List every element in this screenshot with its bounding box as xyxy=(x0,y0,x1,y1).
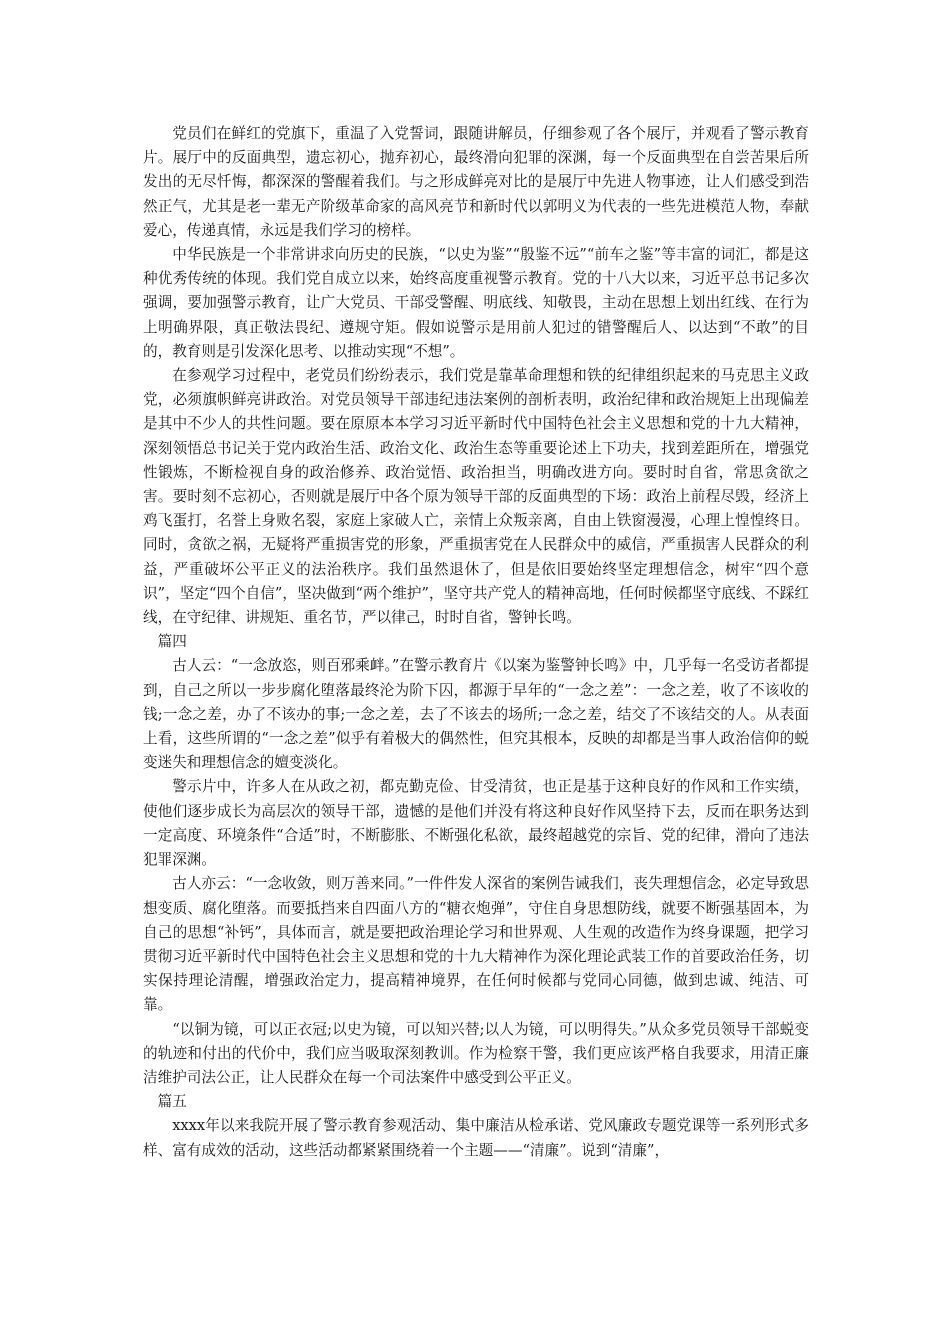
paragraph-warning-film: 警示片中，许多人在从政之初，都克勤克俭、甘受清贫，也正是基于这种良好的作风和工作实绩，使他们逐步成长为高层次的领导干部，遗憾的是他们并没有将这种良好作风坚持下去，反而在职务达到一定高度、环境条件“合适”时，不断膨胀、不断强化私欲，最终超越党的宗旨、党的纪律，滑向了违法犯罪深渊。 xyxy=(143,778,809,869)
paragraph-clean-governance: xxxx年以来我院开展了警示教育参观活动、集中廉洁从检承诺、党风廉政专题党课等一系列形式多样、富有成效的活动，这些活动都紧紧围绕着一个主题——“清廉”。说到“清廉”， xyxy=(143,1117,809,1159)
section-heading-part-four: 篇四 xyxy=(157,633,187,651)
document-body xyxy=(143,122,809,1163)
paragraph-veteran-members: 在参观学习过程中，老党员们纷纷表示，我们党是靠革命理想和铁的纪律组织起来的马克思主义政党，必须旗帜鲜亮讲政治。对党员领导干部违纪违法案例的剖析表明，政治纪律和政治规矩上出现偏差是其中不少人的共性问题。要在原原本本学习习近平新时代中国特色社会主义思想和党的十九大精神，深刻领悟总书记关于党内政治生活、政治文化、政治生态等重要论述上下功夫，找到差距所在，增强党性锻炼，不断检视自身的政治修养、政治觉悟、政治担当，明确改进方向。要时时自省，常思贪欲之害。要时刻不忘初心，否则就是展厅中各个原为领导干部的反面典型的下场：政治上前程尽毁，经济上鸡飞蛋打，名誉上身败名裂，家庭上家破人亡，亲情上众叛亲离，自由上铁窗漫漫，心理上惶惶终日。同时，贪欲之祸，无疑将严重损害党的形象，严重损害党在人民群众中的威信，严重损害人民群众的利益，严重破坏公平正义的法治秩序。我们虽然退休了，但是依旧要始终坚定理想信念，树牢“四个意识”，坚定“四个自信”，坚决做到“两个维护”，坚守共产党人的精神高地，任何时候都坚守底线、不踩红线，在守纪律、讲规矩、重名节，严以律己，时时自省，警钟长鸣。 xyxy=(143,367,809,627)
paragraph-exhibition-visit: 党员们在鲜红的党旗下，重温了入党誓词，跟随讲解员，仔细参观了各个展厅，并观看了警示教育片。展厅中的反面典型，遗忘初心，抛弃初心，最终滑向犯罪的深渊，每一个反面典型在自尝苦果后所发出的无尽忏悔，都深深的警醒着我们。与之形成鲜亮对比的是展厅中先进人物事迹，让人们感受到浩然正气，尤其是老一辈无产阶级革命家的高风亮节和新时代以郭明义为代表的一些先进模范人物，奉献爱心，传递真情，永远是我们学习的榜样。 xyxy=(143,125,809,239)
paragraph-history-mirror: 中华民族是一个非常讲求向历史的民族，“以史为鉴”“殷鉴不远”“前车之鉴”等丰富的词汇，都是这种优秀传统的体现。我们党自成立以来，始终高度重视警示教育。党的十八大以来，习近平总书记多次强调，要加强警示教育，让广大党员、干部受警醒、明底线、知敬畏，主动在思想上划出红线、在行为上明确界限，真正敬法畏纪、遵规守矩。假如说警示是用前人犯过的错警醒后人、以达到“不敢”的目的，教育则是引发深化思考、以推动实现“不想”。 xyxy=(143,246,809,360)
paragraph-mirror-quote: “以铜为镜，可以正衣冠;以史为镜，可以知兴替;以人为镜，可以明得失。”从众多党员领导干部蜕变的轨迹和付出的代价中，我们应当吸取深刻教训。作为检察干警，我们更应该严格自我要求，用清正廉洁维护司法公正，让人民群众在每一个司法案件中感受到公平正义。 xyxy=(143,1020,809,1086)
section-heading-part-five: 篇五 xyxy=(157,1093,187,1111)
paragraph-restraint: 古人亦云：“一念收敛，则万善来同。”一件件发人深省的案例告诫我们，丧失理想信念，必定导致思想变质、腐化堕落。而要抵挡来自四面八方的“糖衣炮弹”，守住自身思想防线，就要不断强基固本，为自己的思想“补钙”，具体而言，就是要把政治理论学习和世界观、人生观的改造作为终身课题，把学习贯彻习近平新时代中国特色社会主义思想和党的十九大精神作为深化理论武装工作的首要政治任务，切实保持理论清醒，增强政治定力，提高精神境界，在任何时候都与党同心同德，做到忠诚、纯洁、可靠。 xyxy=(143,875,809,1014)
paragraph-one-thought: 古人云：“一念放恣，则百邪乘衅。”在警示教育片《以案为鉴警钟长鸣》中，几乎每一名受访者都提到，自己之所以一步步腐化堕落最终沦为阶下囚，都源于早年的“一念之差”：一念之差，收了不该收的钱;一念之差，办了不该办的事;一念之差，去了不该去的场所;一念之差，结交了不该结交的人。从表面上看，这些所谓的“一念之差”似乎有着极大的偶然性，但究其根本，反映的却都是当事人政治信仰的蜕变迷失和理想信念的嬗变淡化。 xyxy=(143,657,809,772)
